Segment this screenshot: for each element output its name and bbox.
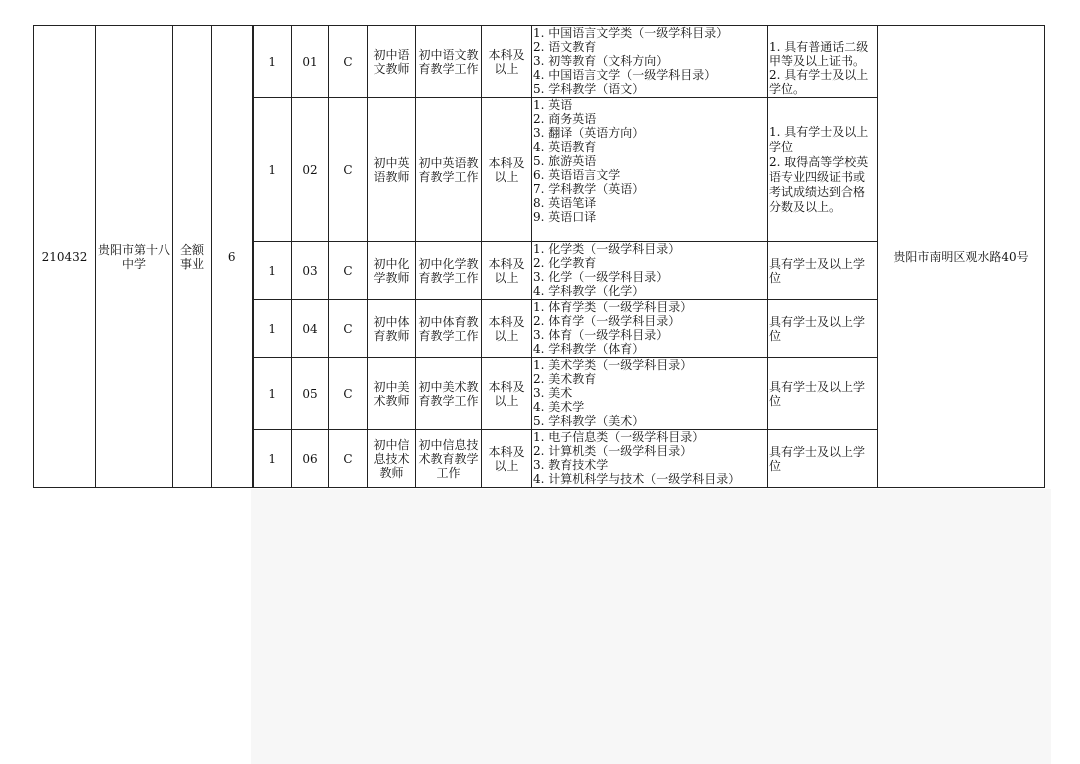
position-category-cell: C — [329, 358, 368, 430]
position-title-cell: 初中体育教师 — [368, 300, 416, 358]
requirements-cell: 具有学士及以上学位 — [768, 358, 878, 430]
requirements-cell — [768, 98, 878, 242]
major-line: 3. 初等教育（文科方向） — [533, 54, 669, 68]
major-line: 8. 英语笔译 — [533, 196, 597, 210]
position-duty-cell: 初中化学教育教学工作 — [416, 242, 482, 300]
address-cell: 贵阳市南明区观水路40号 — [878, 26, 1045, 488]
position-count-cell: 1 — [253, 98, 292, 242]
position-title-cell: 初中语文教师 — [368, 26, 416, 98]
major-line: 4. 学科教学（化学） — [533, 284, 645, 298]
position-count-cell: 1 — [253, 242, 292, 300]
major-line: 1. 中国语言文学类（一级学科目录） — [533, 26, 729, 40]
major-line: 1. 美术学类（一级学科目录） — [533, 358, 693, 372]
position-code-cell: 01 — [292, 26, 329, 98]
position-title-cell: 初中美术教师 — [368, 358, 416, 430]
major-line: 2. 语文教育 — [533, 40, 597, 54]
major-line: 2. 商务英语 — [533, 112, 597, 126]
position-code-cell: 06 — [292, 430, 329, 488]
major-line: 3. 翻译（英语方向） — [533, 126, 645, 140]
position-category-cell: C — [329, 26, 368, 98]
position-title-cell: 初中英语教师 — [368, 98, 416, 242]
major-line: 1. 化学类（一级学科目录） — [533, 242, 681, 256]
major-line: 1. 电子信息类（一级学科目录） — [533, 430, 705, 444]
major-line: 4. 学科教学（体育） — [533, 342, 645, 356]
requirements-text: 1. 具有学士及以上学位 2. 取得高等学校英语专业四级证书或考试成绩达到合格分数及以上。 — [769, 124, 869, 214]
major-line: 2. 体育学（一级学科目录） — [533, 314, 681, 328]
position-duty-cell: 初中美术教育教学工作 — [416, 358, 482, 430]
major-line: 3. 化学（一级学科目录） — [533, 270, 669, 284]
education-cell: 本科及以上 — [482, 430, 532, 488]
table-row — [34, 26, 1045, 98]
major-line: 1. 英语 — [533, 98, 573, 112]
position-duty-cell: 初中信息技术教育教学工作 — [416, 430, 482, 488]
education-cell: 本科及以上 — [482, 242, 532, 300]
page-background — [251, 489, 1051, 764]
majors-cell — [532, 26, 768, 98]
position-code-cell: 03 — [292, 242, 329, 300]
major-line: 3. 美术 — [533, 386, 573, 400]
position-count-cell: 1 — [253, 430, 292, 488]
majors-cell — [532, 242, 768, 300]
major-line: 4. 中国语言文学（一级学科目录） — [533, 68, 717, 82]
education-cell: 本科及以上 — [482, 300, 532, 358]
position-title-cell: 初中化学教师 — [368, 242, 416, 300]
position-category-cell: C — [329, 242, 368, 300]
major-line: 3. 教育技术学 — [533, 458, 609, 472]
requirements-cell: 具有学士及以上学位 — [768, 242, 878, 300]
position-code-cell: 05 — [292, 358, 329, 430]
education-cell: 本科及以上 — [482, 26, 532, 98]
major-line: 5. 学科教学（美术） — [533, 414, 645, 428]
unit-code-cell: 210432 — [34, 26, 96, 488]
unit-total-cell: 6 — [212, 26, 253, 488]
education-cell: 本科及以上 — [482, 358, 532, 430]
requirements-cell: 具有学士及以上学位 — [768, 430, 878, 488]
major-line: 2. 计算机类（一级学科目录） — [533, 444, 693, 458]
requirements-cell: 具有学士及以上学位 — [768, 300, 878, 358]
position-category-cell: C — [329, 98, 368, 242]
position-duty-cell: 初中体育教育教学工作 — [416, 300, 482, 358]
position-code-cell: 04 — [292, 300, 329, 358]
position-duty-cell: 初中英语教育教学工作 — [416, 98, 482, 242]
major-line: 9. 英语口译 — [533, 210, 597, 224]
position-duty-cell: 初中语文教育教学工作 — [416, 26, 482, 98]
major-line: 4. 计算机科学与技术（一级学科目录） — [533, 472, 741, 486]
major-line: 5. 学科教学（语文） — [533, 82, 645, 96]
major-line: 2. 美术教育 — [533, 372, 597, 386]
position-category-cell: C — [329, 300, 368, 358]
major-line: 7. 学科教学（英语） — [533, 182, 645, 196]
majors-cell — [532, 430, 768, 488]
majors-cell — [532, 358, 768, 430]
recruitment-table — [33, 25, 1045, 488]
major-line: 5. 旅游英语 — [533, 154, 597, 168]
education-cell: 本科及以上 — [482, 98, 532, 242]
major-line: 4. 英语教育 — [533, 140, 597, 154]
major-line: 4. 美术学 — [533, 400, 585, 414]
position-title-cell: 初中信息技术教师 — [368, 430, 416, 488]
position-count-cell: 1 — [253, 358, 292, 430]
position-count-cell: 1 — [253, 300, 292, 358]
major-line: 1. 体育学类（一级学科目录） — [533, 300, 693, 314]
requirements-cell — [768, 26, 878, 98]
majors-cell — [532, 300, 768, 358]
unit-name-cell: 贵阳市第十八中学 — [96, 26, 173, 488]
unit-type-cell: 全额事业 — [173, 26, 212, 488]
majors-cell — [532, 98, 768, 242]
major-line: 6. 英语语言文学 — [533, 168, 621, 182]
position-category-cell: C — [329, 430, 368, 488]
major-line: 3. 体育（一级学科目录） — [533, 328, 669, 342]
major-line: 2. 化学教育 — [533, 256, 597, 270]
position-count-cell: 1 — [253, 26, 292, 98]
requirements-text: 1. 具有普通话二级甲等及以上证书。 2. 具有学士及以上学位。 — [769, 40, 869, 96]
position-code-cell: 02 — [292, 98, 329, 242]
